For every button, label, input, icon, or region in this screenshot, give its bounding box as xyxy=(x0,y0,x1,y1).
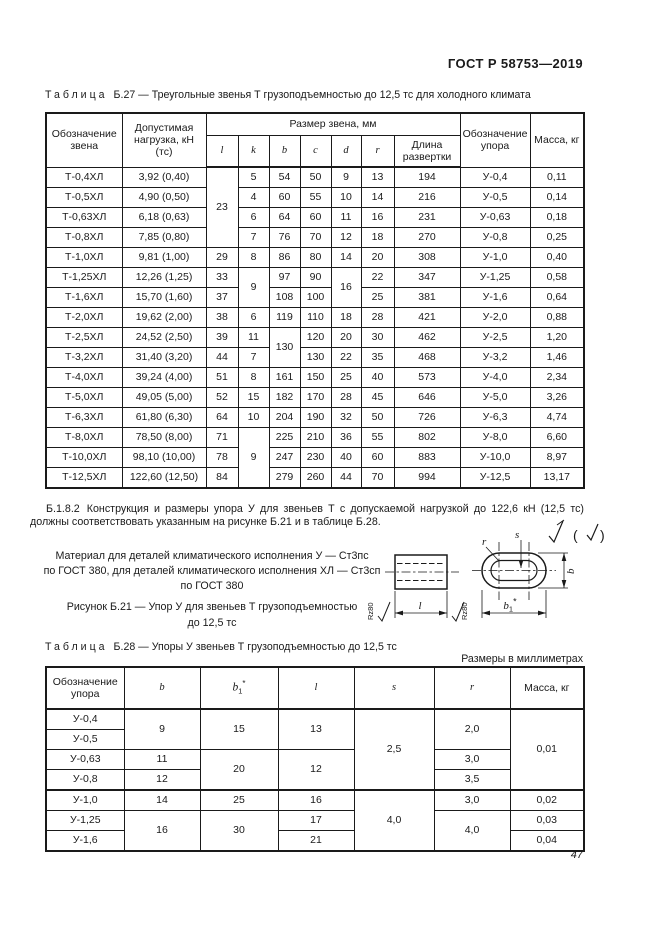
page-number: 47 xyxy=(570,849,583,861)
cell: 98,10 (10,00) xyxy=(122,448,206,468)
cell: 6,60 xyxy=(530,428,584,448)
cell: 30 xyxy=(361,328,394,348)
cell: 97 xyxy=(269,268,300,288)
cell: 45 xyxy=(361,388,394,408)
cell: 4 xyxy=(238,188,269,208)
cell: 7 xyxy=(238,228,269,248)
cell: 646 xyxy=(394,388,460,408)
cell: 11 xyxy=(124,750,200,770)
cell: У-0,4 xyxy=(46,709,124,730)
cell: 0,88 xyxy=(530,308,584,328)
table-row xyxy=(46,328,584,348)
cell: 49,05 (5,00) xyxy=(122,388,206,408)
cell: 3,5 xyxy=(434,770,510,791)
cell: У-0,5 xyxy=(46,730,124,750)
cell: У-5,0 xyxy=(460,388,530,408)
cell: 182 xyxy=(269,388,300,408)
cell: 247 xyxy=(269,448,300,468)
cell: У-2,0 xyxy=(460,308,530,328)
cell: 11 xyxy=(238,328,269,348)
cell: У-1,6 xyxy=(460,288,530,308)
cell: 39,24 (4,00) xyxy=(122,368,206,388)
cell: 6 xyxy=(238,308,269,328)
figure-b21-drawing xyxy=(340,512,640,644)
cell: У-0,4 xyxy=(460,167,530,188)
cell: 51 xyxy=(206,368,238,388)
col-header: Масса, кг xyxy=(510,667,584,709)
table-row xyxy=(46,268,584,288)
cell: Т-6,3ХЛ xyxy=(46,408,122,428)
cell: 50 xyxy=(300,167,331,188)
cell: У-1,25 xyxy=(46,811,124,831)
cell: 13 xyxy=(278,709,354,750)
cell: 22 xyxy=(361,268,394,288)
cell: 119 xyxy=(269,308,300,328)
cell: У-0,8 xyxy=(46,770,124,791)
cell: 6 xyxy=(238,208,269,228)
cell: 9 xyxy=(238,428,269,489)
cell: 421 xyxy=(394,308,460,328)
cell: 16 xyxy=(278,790,354,811)
cell: 7 xyxy=(238,348,269,368)
cell: 20 xyxy=(200,750,278,791)
cell: 802 xyxy=(394,428,460,448)
cell: 60 xyxy=(269,188,300,208)
cell: 12,26 (1,25) xyxy=(122,268,206,288)
cell: 883 xyxy=(394,448,460,468)
cell: 15,70 (1,60) xyxy=(122,288,206,308)
cell: 260 xyxy=(300,468,331,489)
cell: 36 xyxy=(331,428,361,448)
arrowhead xyxy=(538,611,546,616)
cell: У-0,63 xyxy=(460,208,530,228)
cell: 64 xyxy=(269,208,300,228)
cell: 9 xyxy=(331,167,361,188)
table-caption-text: Б.28 — Упоры У звеньев Т грузоподъемностью до 12,5 тс xyxy=(113,641,397,653)
cell: 108 xyxy=(269,288,300,308)
cell: 347 xyxy=(394,268,460,288)
cell: 60 xyxy=(300,208,331,228)
cell: Т-10,0ХЛ xyxy=(46,448,122,468)
cell: 70 xyxy=(300,228,331,248)
dim-r-label: r xyxy=(482,536,487,548)
cell: У-4,0 xyxy=(460,368,530,388)
table-row xyxy=(46,790,584,811)
col-header: s xyxy=(354,667,434,709)
roughness-left-label: Rz80 xyxy=(366,602,375,620)
arrowhead xyxy=(562,580,567,588)
cell: 5 xyxy=(238,167,269,188)
cell: 71 xyxy=(206,428,238,448)
table-caption-word: Таблица xyxy=(45,641,108,653)
cell: 16 xyxy=(361,208,394,228)
cell: 14 xyxy=(361,188,394,208)
cell: 40 xyxy=(361,368,394,388)
cell: У-6,3 xyxy=(460,408,530,428)
table-b27 xyxy=(45,112,585,489)
roughness-right-label: Rz80 xyxy=(460,602,469,620)
cell: 130 xyxy=(300,348,331,368)
cell: 1,20 xyxy=(530,328,584,348)
cell: 150 xyxy=(300,368,331,388)
cell: 10 xyxy=(331,188,361,208)
col-header: Обозначение упора xyxy=(460,113,530,167)
col-header: Обозначение упора xyxy=(46,667,124,709)
cell: У-1,0 xyxy=(46,790,124,811)
cell: 44 xyxy=(206,348,238,368)
cell: 726 xyxy=(394,408,460,428)
cell: 20 xyxy=(331,328,361,348)
figure-caption-line: Рисунок Б.21 — Упор У для звеньев Т грузоподъемностью xyxy=(66,601,358,613)
cell: 39 xyxy=(206,328,238,348)
table-row xyxy=(46,308,584,328)
cell: 0,01 xyxy=(510,709,584,790)
cell: 15 xyxy=(238,388,269,408)
arrowhead xyxy=(482,611,490,616)
col-header: Допустимая нагрузка, кН (тс) xyxy=(122,113,206,167)
cell: 170 xyxy=(300,388,331,408)
cell: 210 xyxy=(300,428,331,448)
cell: 216 xyxy=(394,188,460,208)
cell: Т-0,63ХЛ xyxy=(46,208,122,228)
table-b27-caption xyxy=(45,89,605,101)
cell: 0,11 xyxy=(530,167,584,188)
cell: 16 xyxy=(124,811,200,852)
col-header: d xyxy=(331,136,361,168)
cell: 80 xyxy=(300,248,331,268)
cell: 130 xyxy=(269,328,300,368)
cell: 9,81 (1,00) xyxy=(122,248,206,268)
col-header: l xyxy=(206,136,238,168)
cell: 110 xyxy=(300,308,331,328)
cell: Т-1,0ХЛ xyxy=(46,248,122,268)
col-header: b xyxy=(269,136,300,168)
cell: 6,18 (0,63) xyxy=(122,208,206,228)
cell: 50 xyxy=(361,408,394,428)
cell: 17 xyxy=(278,811,354,831)
cell: 2,5 xyxy=(354,709,434,790)
cell: 86 xyxy=(269,248,300,268)
cell: 9 xyxy=(124,709,200,750)
cell: 23 xyxy=(206,167,238,248)
cell: 0,25 xyxy=(530,228,584,248)
cell: 38 xyxy=(206,308,238,328)
arrowhead xyxy=(439,611,447,616)
cell: Т-12,5ХЛ xyxy=(46,468,122,489)
cell: 308 xyxy=(394,248,460,268)
cell: 4,74 xyxy=(530,408,584,428)
table-row xyxy=(46,288,584,308)
col-header: k xyxy=(238,136,269,168)
cell: 0,18 xyxy=(530,208,584,228)
cell: 55 xyxy=(361,428,394,448)
cell: У-1,6 xyxy=(46,831,124,852)
col-header: r xyxy=(434,667,510,709)
cell: 190 xyxy=(300,408,331,428)
cell: 0,03 xyxy=(510,811,584,831)
cell: 90 xyxy=(300,268,331,288)
cell: 3,0 xyxy=(434,790,510,811)
table-row xyxy=(46,208,584,228)
paren-open: ( xyxy=(573,527,578,543)
table-row xyxy=(46,408,584,428)
arrowhead xyxy=(562,553,567,561)
cell: 122,60 (12,50) xyxy=(122,468,206,489)
table-row xyxy=(46,388,584,408)
cell: 55 xyxy=(300,188,331,208)
cell: 11 xyxy=(331,208,361,228)
col-header: Длина развертки xyxy=(394,136,460,168)
cell: 4,0 xyxy=(434,811,510,852)
cell: 25 xyxy=(200,790,278,811)
cell: У-0,5 xyxy=(460,188,530,208)
dim-b-label: b xyxy=(565,568,577,574)
top-view xyxy=(472,540,568,618)
cell: 40 xyxy=(331,448,361,468)
cell: 22 xyxy=(331,348,361,368)
col-header: c xyxy=(300,136,331,168)
cell: У-12,5 xyxy=(460,468,530,489)
table-row xyxy=(46,468,584,489)
col-header: r xyxy=(361,136,394,168)
cell: 3,92 (0,40) xyxy=(122,167,206,188)
cell: 78,50 (8,00) xyxy=(122,428,206,448)
cell: 16 xyxy=(331,268,361,308)
cell: 204 xyxy=(269,408,300,428)
cell: 14 xyxy=(124,790,200,811)
col-header: Обозначение звена xyxy=(46,113,122,167)
col-header: $b_1^*$ xyxy=(200,667,278,709)
cell: 29 xyxy=(206,248,238,268)
cell: У-1,25 xyxy=(460,268,530,288)
cell: 4,0 xyxy=(354,790,434,851)
cell: 25 xyxy=(331,368,361,388)
col-header: b xyxy=(124,667,200,709)
cell: 13,17 xyxy=(530,468,584,489)
cell: 161 xyxy=(269,368,300,388)
cell: 279 xyxy=(269,468,300,489)
cell: 15 xyxy=(200,709,278,750)
cell: 44 xyxy=(331,468,361,489)
cell: Т-2,5ХЛ xyxy=(46,328,122,348)
cell: 28 xyxy=(361,308,394,328)
table-caption-text: Б.27 — Треугольные звенья Т грузоподъемностью до 12,5 тс для холодного климата xyxy=(113,89,531,101)
table-row xyxy=(46,709,584,730)
cell: 12 xyxy=(124,770,200,791)
table-row xyxy=(46,188,584,208)
units-note: Размеры в миллиметрах xyxy=(461,653,583,665)
cell: 2,0 xyxy=(434,709,510,750)
cell: 462 xyxy=(394,328,460,348)
cell: 30 xyxy=(200,811,278,852)
col-header: l xyxy=(278,667,354,709)
cell: 7,85 (0,80) xyxy=(122,228,206,248)
arrowhead xyxy=(395,611,403,616)
cell: 230 xyxy=(300,448,331,468)
cell: У-8,0 xyxy=(460,428,530,448)
cell: 9 xyxy=(238,268,269,308)
dim-b1-label: b1* xyxy=(503,596,517,614)
cell: 0,40 xyxy=(530,248,584,268)
cell: 0,58 xyxy=(530,268,584,288)
cell: 18 xyxy=(361,228,394,248)
cell: Т-0,4ХЛ xyxy=(46,167,122,188)
table-header-row xyxy=(46,113,584,136)
cell: 1,46 xyxy=(530,348,584,368)
cell: 19,62 (2,00) xyxy=(122,308,206,328)
cell: Т-0,5ХЛ xyxy=(46,188,122,208)
cell: Т-4,0ХЛ xyxy=(46,368,122,388)
cell: 0,04 xyxy=(510,831,584,852)
table-row xyxy=(46,428,584,448)
table-row xyxy=(46,368,584,388)
cell: 13 xyxy=(361,167,394,188)
cell: 120 xyxy=(300,328,331,348)
cell: 3,0 xyxy=(434,750,510,770)
cell: 8 xyxy=(238,248,269,268)
cell: 994 xyxy=(394,468,460,489)
cell: 3,26 xyxy=(530,388,584,408)
cell: 52 xyxy=(206,388,238,408)
cell: 4,90 (0,50) xyxy=(122,188,206,208)
cell: 61,80 (6,30) xyxy=(122,408,206,428)
cell: 0,14 xyxy=(530,188,584,208)
cell: Т-0,8ХЛ xyxy=(46,228,122,248)
doc-standard-number: ГОСТ Р 58753—2019 xyxy=(447,56,583,71)
material-line: по ГОСТ 380 xyxy=(180,580,244,592)
table-row xyxy=(46,811,584,831)
cell: Т-1,6ХЛ xyxy=(46,288,122,308)
dim-s-label: s xyxy=(515,529,520,541)
cell: 12 xyxy=(278,750,354,791)
table-row xyxy=(46,750,584,770)
cell: 8 xyxy=(238,368,269,388)
material-line: Материал для деталей климатического исполнения У — Ст3пс xyxy=(55,550,369,562)
paren-close: ) xyxy=(600,527,605,543)
arrowhead xyxy=(519,561,523,569)
dim-l-label: l xyxy=(418,600,422,612)
cell: 32 xyxy=(331,408,361,428)
cell: 76 xyxy=(269,228,300,248)
cell: 573 xyxy=(394,368,460,388)
cell: 0,02 xyxy=(510,790,584,811)
cell: Т-8,0ХЛ xyxy=(46,428,122,448)
cell: 70 xyxy=(361,468,394,489)
cell: У-0,8 xyxy=(460,228,530,248)
table-row xyxy=(46,228,584,248)
cell: 194 xyxy=(394,167,460,188)
cell: 78 xyxy=(206,448,238,468)
cell: 225 xyxy=(269,428,300,448)
cell: 18 xyxy=(331,308,361,328)
cell: У-10,0 xyxy=(460,448,530,468)
cell: 2,34 xyxy=(530,368,584,388)
table-row xyxy=(46,348,584,368)
cell: 8,97 xyxy=(530,448,584,468)
cell: 14 xyxy=(331,248,361,268)
cell: 100 xyxy=(300,288,331,308)
table-row xyxy=(46,167,584,188)
material-line: по ГОСТ 380, для деталей климатического исполнения ХЛ — Ст3сп xyxy=(43,565,381,577)
cell: 37 xyxy=(206,288,238,308)
cell: 12 xyxy=(331,228,361,248)
cell: У-2,5 xyxy=(460,328,530,348)
cell: У-1,0 xyxy=(460,248,530,268)
cell: Т-5,0ХЛ xyxy=(46,388,122,408)
table-caption-word: Таблица xyxy=(45,89,108,101)
cell: 10 xyxy=(238,408,269,428)
clause-text: Конструкция и размеры упора У для звеньев Т с допускаемой нагрузкой до 122,6 кН (12,5 тс) должны соответствовать указанным на рисунке Б.21 и в таблице Б.28. xyxy=(30,502,584,529)
cell: 60 xyxy=(361,448,394,468)
cell: 84 xyxy=(206,468,238,489)
cell: 35 xyxy=(361,348,394,368)
cell: 25 xyxy=(361,288,394,308)
cell: Т-3,2ХЛ xyxy=(46,348,122,368)
table-b28-caption xyxy=(45,641,505,653)
cell: 381 xyxy=(394,288,460,308)
cell: Т-1,25ХЛ xyxy=(46,268,122,288)
figure-caption-line: до 12,5 тс xyxy=(187,617,237,629)
col-header: Масса, кг xyxy=(530,113,584,167)
col-header-group: Размер звена, мм xyxy=(206,113,460,136)
cell: 28 xyxy=(331,388,361,408)
cell: 54 xyxy=(269,167,300,188)
cell: У-0,63 xyxy=(46,750,124,770)
cell: 24,52 (2,50) xyxy=(122,328,206,348)
cell: Т-2,0ХЛ xyxy=(46,308,122,328)
table-row xyxy=(46,248,584,268)
cell: 270 xyxy=(394,228,460,248)
cell: 20 xyxy=(361,248,394,268)
cell: 468 xyxy=(394,348,460,368)
table-header-row xyxy=(46,667,584,709)
cell: 231 xyxy=(394,208,460,228)
cell: 31,40 (3,20) xyxy=(122,348,206,368)
table-b28 xyxy=(45,666,585,852)
table-row xyxy=(46,448,584,468)
cell: У-3,2 xyxy=(460,348,530,368)
cell: 33 xyxy=(206,268,238,288)
cell: 21 xyxy=(278,831,354,852)
cell: 64 xyxy=(206,408,238,428)
clause-number: Б.1.8.2 xyxy=(46,502,80,515)
cell: 0,64 xyxy=(530,288,584,308)
